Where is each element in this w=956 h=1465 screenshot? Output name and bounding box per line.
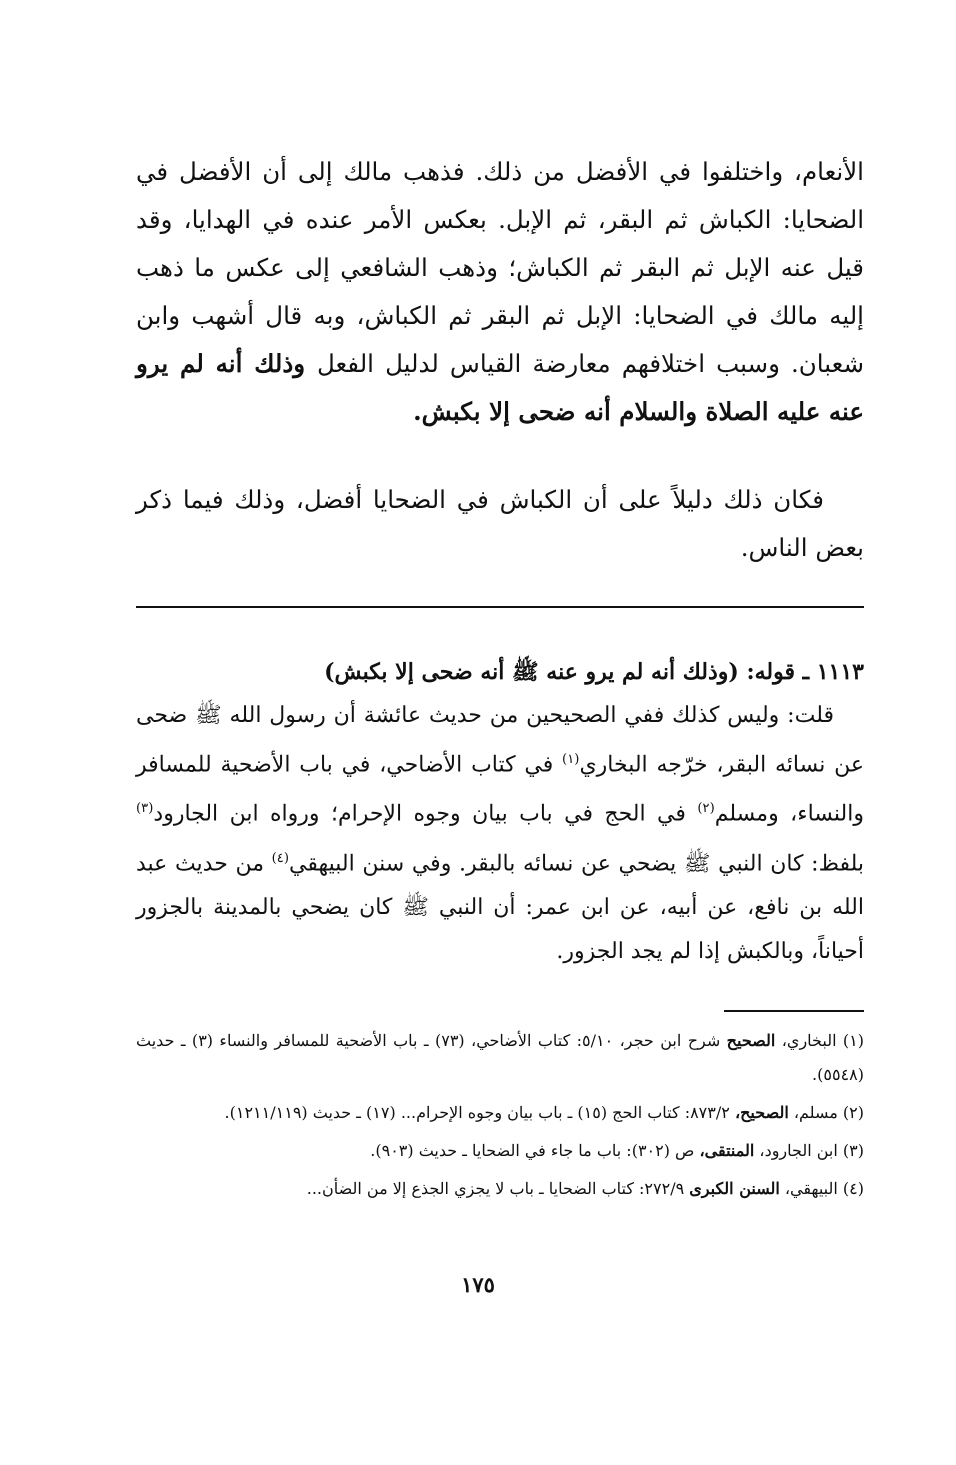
footnote-1: (١) البخاري، الصحيح شرح ابن حجر، ٥/١٠: كتاب الأضاحي، (٧٣) ـ باب الأضحية للمسافر والنساء (٣) ـ حديث (٥٥٤٨).	[136, 1031, 865, 1084]
commentary-body	[136, 694, 864, 974]
commentary-text: من حديث عبد الله بن نافع، عن أبيه، عن ابن عمر: أن النبي ﷺ كان يضحي بالمدينة بالجزور أحياناً، وبالكبش إذا لم يجد الجزور.	[136, 850, 864, 964]
footnote-2: (٢) مسلم، الصحيح، ٨٧٣/٢: كتاب الحج (١٥) ـ باب بيان وجوه الإحرام... (١٧) ـ حديث (١٢١١/١١٩).	[224, 1103, 864, 1122]
section-divider	[136, 606, 864, 608]
footnote-ref-2: (٢)	[697, 801, 715, 817]
main-text-block	[136, 148, 864, 572]
commentary-text: بلفظ: كان النبي ﷺ يضحي عن نسائه بالبقر. وفي سنن البيهقي	[289, 850, 864, 876]
footnotes-block	[136, 1024, 864, 1210]
main-paragraph-1-text: الأنعام، واختلفوا في الأفضل من ذلك. فذهب مالك إلى أن الأفضل في الضحايا: الكباش ثم البقر، ثم الإبل. بعكس الأمر عنده في الهدايا، وقد قيل عنه الإبل ثم البقر ثم الكباش؛ وذهب الشافعي إلى عكس ما ذهب إليه مالك في الضحايا: الإبل ثم البقر ثم الكباش، وبه قال أشهب وابن شعبان. وسبب اختلافهم معارضة القياس لدليل الفعل	[136, 157, 865, 378]
footnote-divider	[724, 1010, 864, 1012]
main-paragraph-2: فكان ذلك دليلاً على أن الكباش في الضحايا أفضل، وذلك فيما ذكر بعض الناس.	[136, 485, 864, 562]
commentary-heading: ١١١٣ ـ قوله: (وذلك أنه لم يرو عنه ﷺ أنه ضحى إلا بكبش)	[324, 659, 864, 685]
page-number: ١٧٥	[461, 1272, 495, 1297]
commentary-text: في كتاب الأضاحي، في باب الأضحية للمسافر والنساء، ومسلم	[136, 752, 864, 827]
commentary-text: قلت: وليس كذلك ففي الصحيحين من حديث عائشة أن رسول الله ﷺ ضحى عن نسائه البقر، خرّجه البخاري	[136, 703, 865, 778]
commentary-block	[136, 650, 864, 974]
footnote-ref-1: (١)	[562, 752, 580, 767]
footnote-3: (٣) ابن الجارود، المنتقى، ص (٣٠٢): باب ما جاء في الضحايا ـ حديث (٩٠٣).	[370, 1141, 864, 1160]
footnote-ref-3: (٣)	[136, 801, 154, 817]
main-paragraph-1	[136, 148, 864, 436]
footnote-4: (٤) البيهقي، السنن الكبرى ٢٧٢/٩: كتاب الضحايا ـ باب لا يجزي الجذع إلا من الضأن...	[306, 1179, 864, 1198]
main-paragraph-1-bold: وذلك أنه لم يرو عنه عليه الصلاة والسلام أنه ضحى إلا بكبش.	[136, 349, 864, 426]
commentary-text: في الحج في باب بيان وجوه الإحرام؛ ورواه ابن الجارود	[153, 801, 698, 827]
footnote-ref-4: (٤)	[271, 850, 290, 866]
